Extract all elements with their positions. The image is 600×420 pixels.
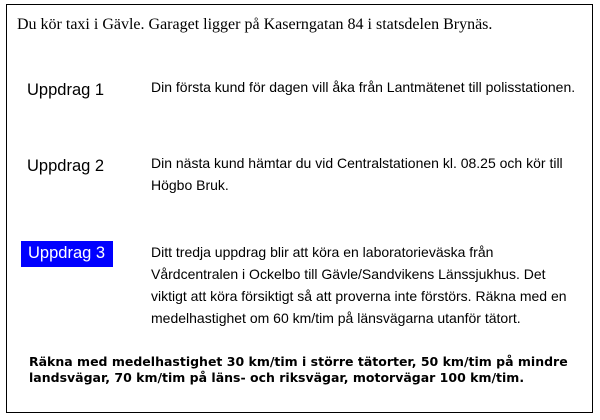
task-1-label[interactable]: Uppdrag 1 — [27, 81, 105, 99]
task-3-label[interactable]: Uppdrag 3 — [21, 241, 113, 267]
intro-text: Du kör taxi i Gävle. Garaget ligger på Kaserngatan 84 i statsdelen Brynäs. — [17, 16, 493, 33]
task-1-text: Din första kund för dagen vill åka från Lantmätenet till polisstationen. — [151, 79, 576, 95]
task-2-text: Din nästa kund hämtar du vid Centralstationen kl. 08.25 och kör till Högbo Bruk. — [151, 155, 563, 193]
task-3-text: Ditt tredja uppdrag blir att köra en laboratorieväska från Vårdcentralen i Ockelbo till Gävle/Sandvikens Länssjukhus. Det viktigt att köra försiktigt så att proverna inte förstörs. Räkna med en medelhastighet om 60 km/tim på länsvägarna utanför tätort. — [151, 244, 567, 326]
assignment-panel — [6, 4, 593, 413]
speed-note: Räkna med medelhastighet 30 km/tim i större tätorter, 50 km/tim på mindre landsvägar, 70 km/tim på läns- och riksvägar, motorvägar 100 km/tim. — [29, 354, 568, 385]
task-2-label[interactable]: Uppdrag 2 — [27, 157, 105, 175]
